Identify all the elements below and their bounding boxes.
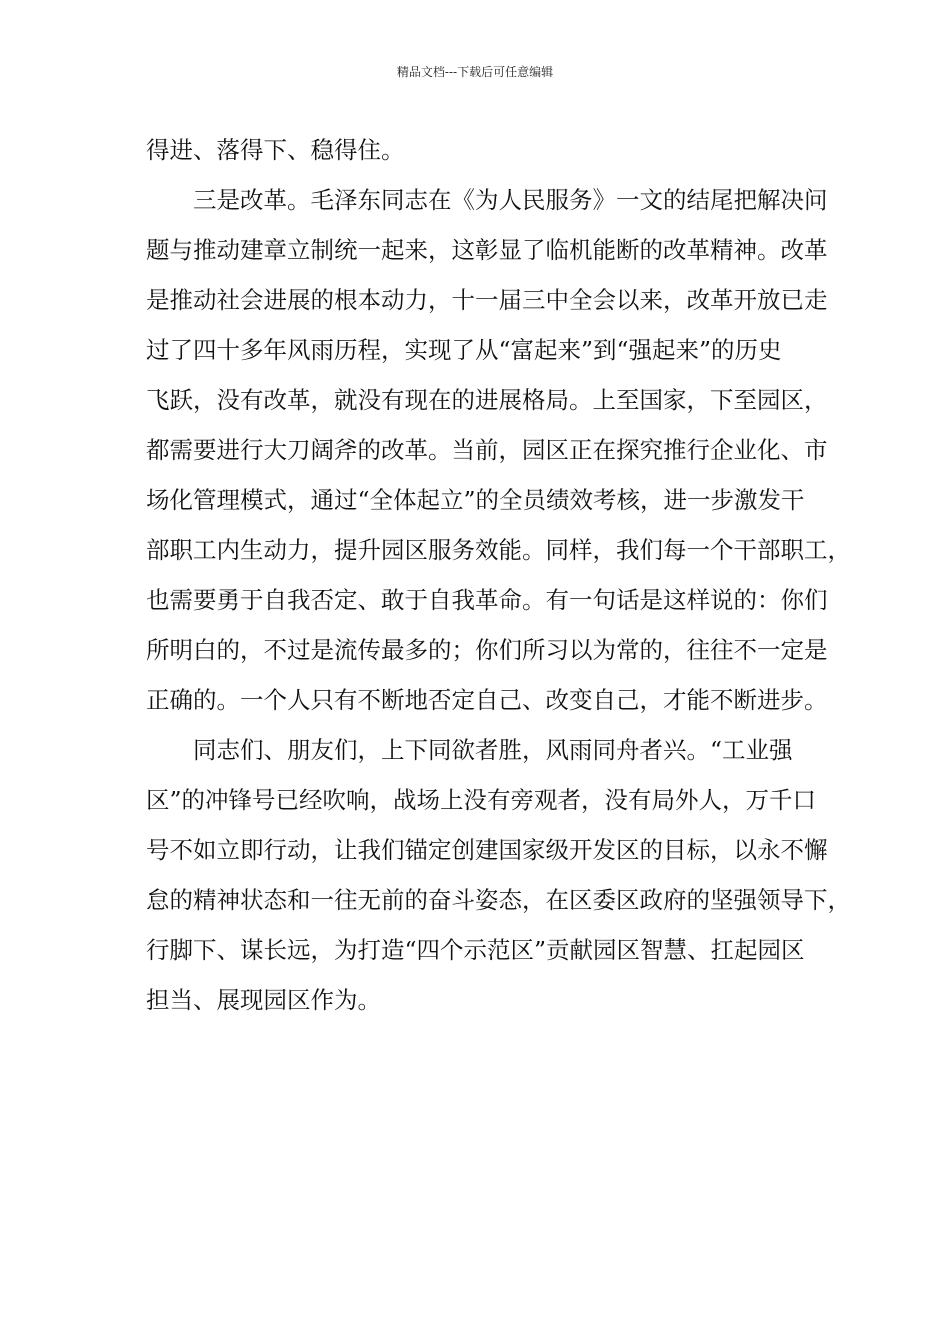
body-line: 题与推动建章立制统一起来，这彰显了临机能断的改革精神。改革 xyxy=(146,236,828,264)
body-line: 得进、落得下、稳得住。 xyxy=(146,136,405,164)
body-line: 担当、展现园区作为。 xyxy=(146,986,381,1014)
body-line: 怠的精神状态和一往无前的奋斗姿态，在区委区政府的坚强领导下， xyxy=(146,886,851,914)
body-line: 正确的。一个人只有不断地否定自己、改变自己，才能不断进步。 xyxy=(146,686,828,714)
body-line: 也需要勇于自我否定、敢于自我革命。有一句话是这样说的：你们 xyxy=(146,586,828,614)
body-line: 行脚下、谋长远，为打造“四个示范区”贡献园区智慧、扛起园区 xyxy=(146,936,805,964)
body-line: 同志们、朋友们，上下同欲者胜，风雨同舟者兴。“工业强 xyxy=(193,736,793,764)
body-line: 区”的冲锋号已经吹响，战场上没有旁观者，没有局外人，万千口 xyxy=(146,786,817,814)
page-header: 精品文档---下载后可任意编辑 xyxy=(396,65,554,79)
body-line: 场化管理模式，通过“全体起立”的全员绩效考核，进一步激发干 xyxy=(146,486,805,514)
body-line: 都需要进行大刀阔斧的改革。当前，园区正在探究推行企业化、市 xyxy=(146,436,828,464)
body-line: 号不如立即行动，让我们锚定创建国家级开发区的目标，以永不懈 xyxy=(146,836,828,864)
body-line: 部职工内生动力，提升园区服务效能。同样，我们每一个干部职工， xyxy=(146,536,851,564)
body-line: 三是改革。毛泽东同志在《为人民服务》一文的结尾把解决问 xyxy=(193,186,828,214)
body-line: 所明白的，不过是流传最多的；你们所习以为常的，往往不一定是 xyxy=(146,636,828,664)
body-line: 飞跃，没有改革，就没有现在的进展格局。上至国家，下至园区， xyxy=(146,386,828,414)
body-line: 过了四十多年风雨历程，实现了从“富起来”到“强起来”的历史 xyxy=(146,336,782,364)
document-body xyxy=(146,125,851,1025)
body-line: 是推动社会进展的根本动力，十一届三中全会以来，改革开放已走 xyxy=(146,286,828,314)
